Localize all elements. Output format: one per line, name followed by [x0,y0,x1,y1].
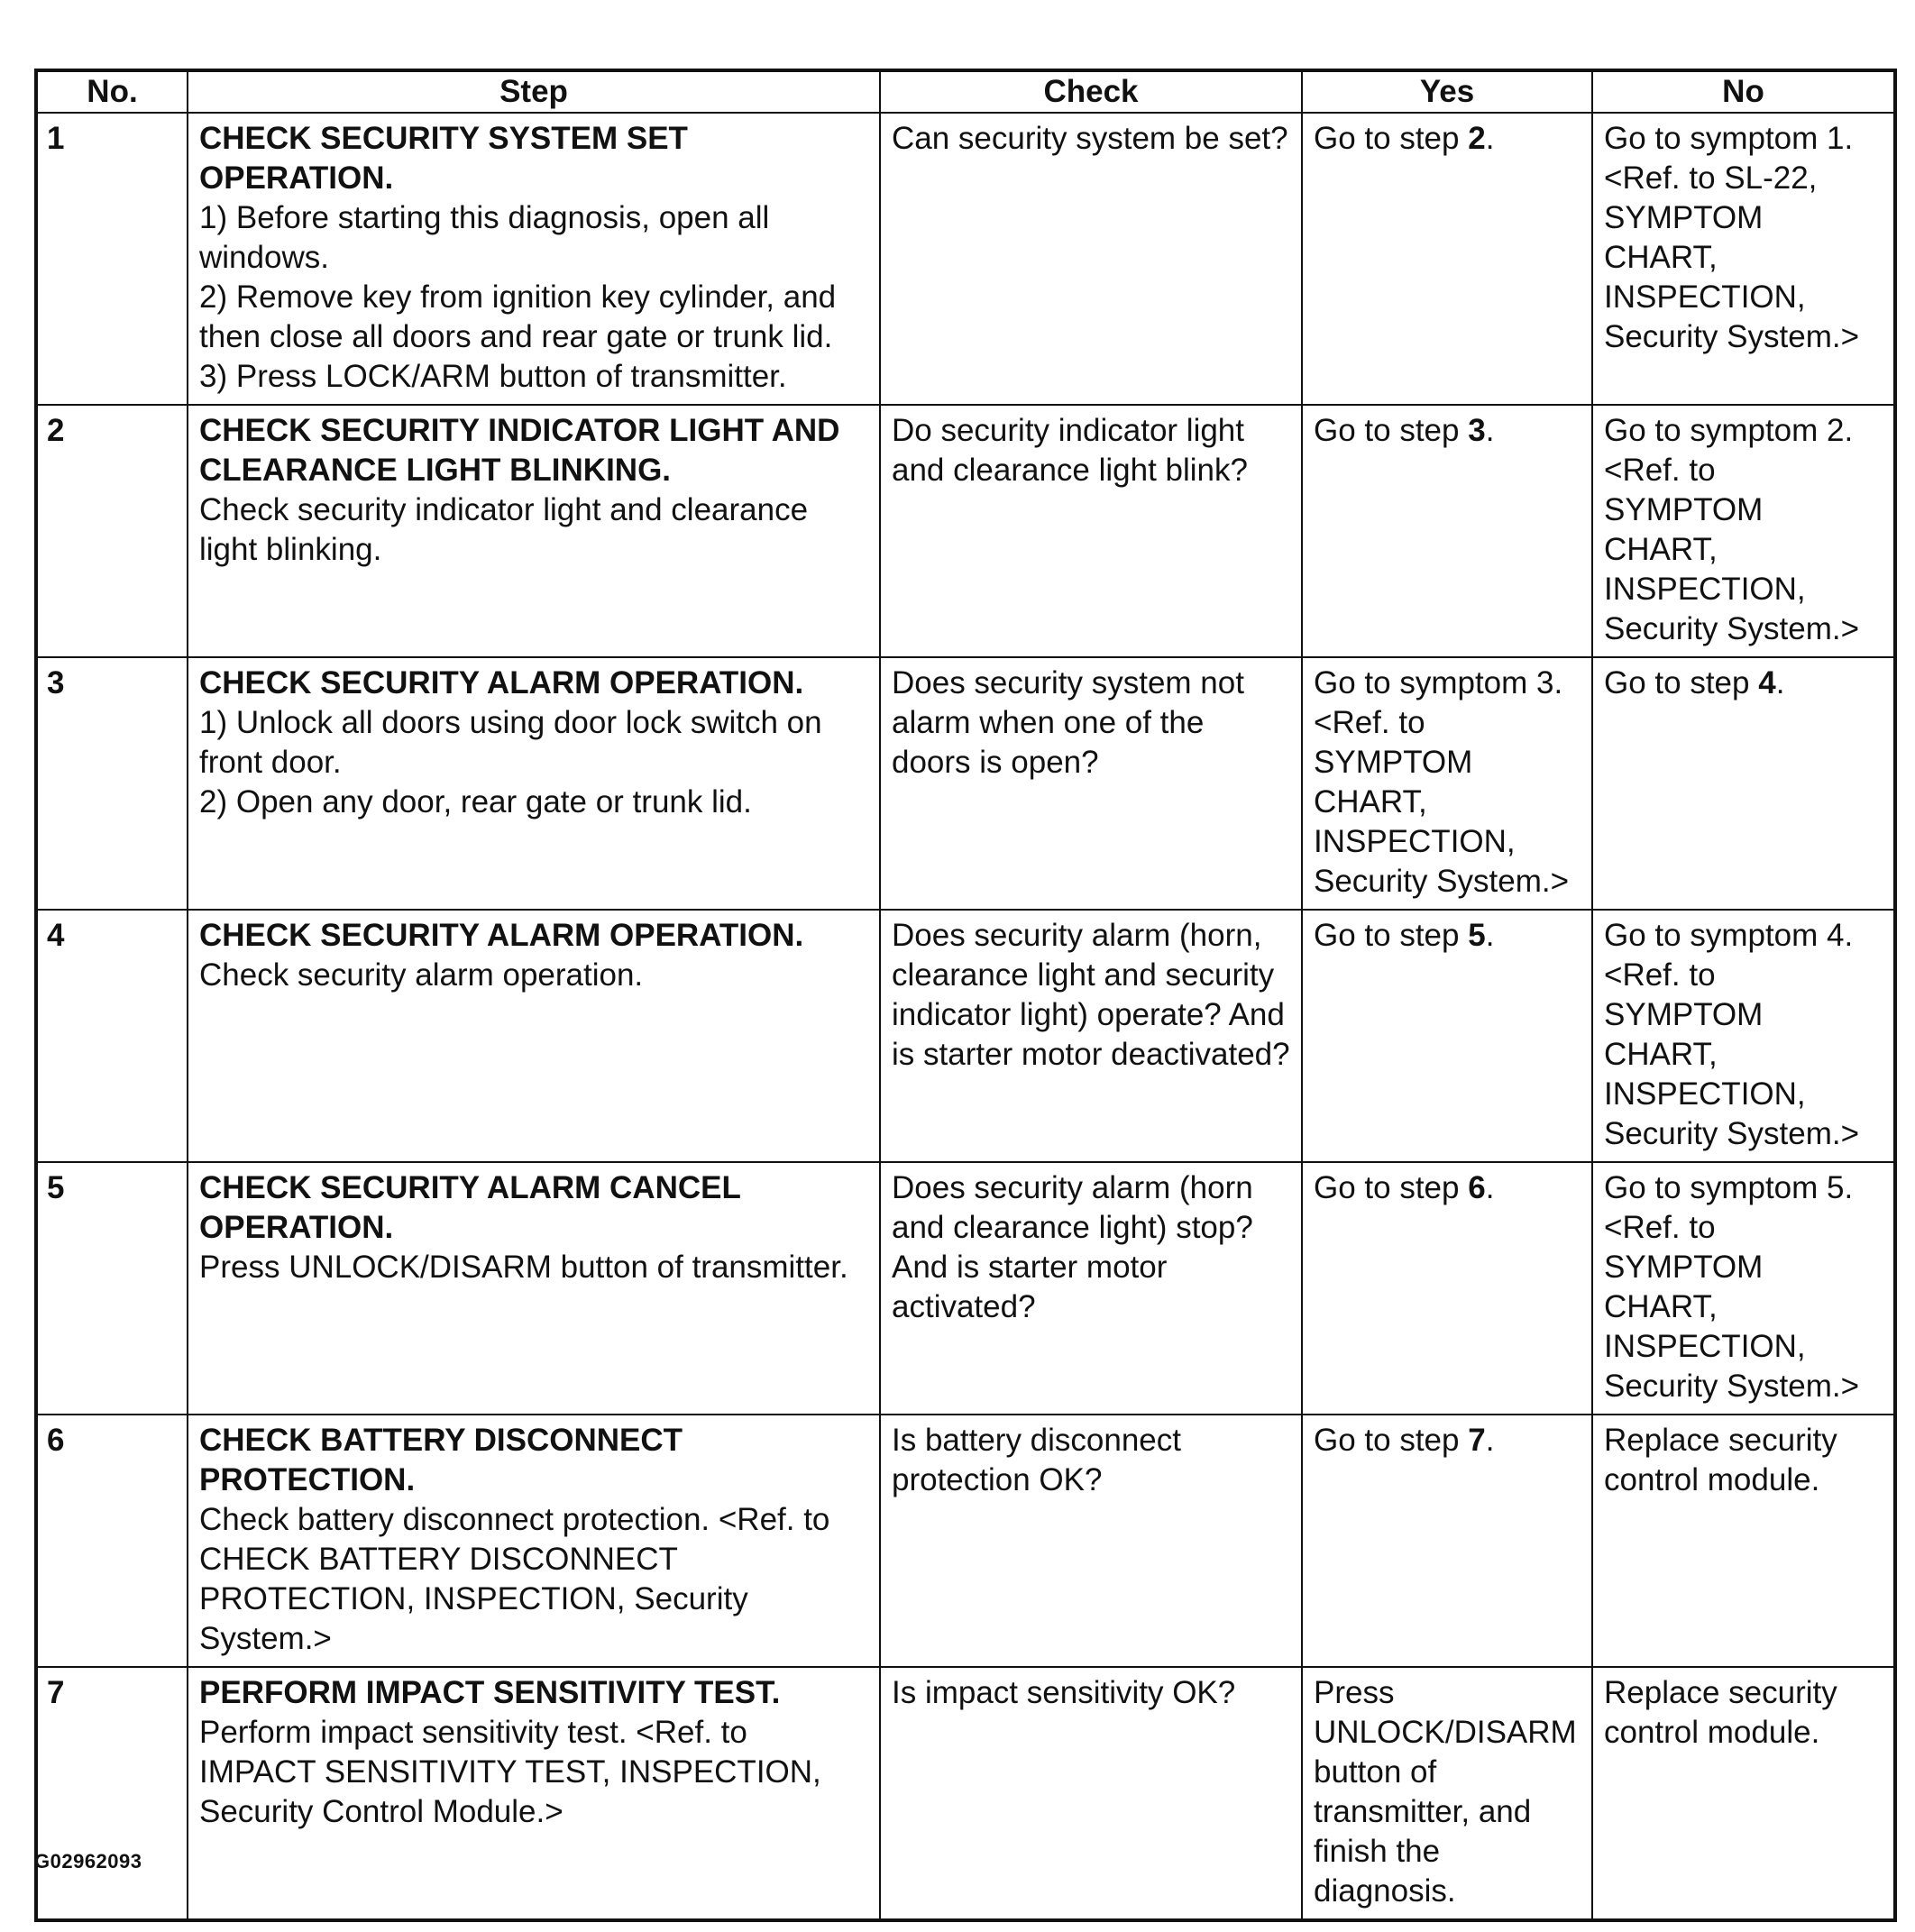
header-no-result: No [1592,70,1895,113]
figure-id: G02962093 [34,1850,142,1872]
no-cell: Go to symptom 5. <Ref. to SYMPTOM CHART, INSPECTION, Security System.> [1592,1162,1895,1415]
yes-step-number: 2 [1468,121,1486,156]
step-cell [188,1415,880,1667]
no-cell: Replace security control module. [1592,1415,1895,1667]
step-body [199,490,868,570]
step-title: PERFORM IMPACT SENSITIVITY TEST. [199,1675,781,1710]
step-title: CHECK SECURITY ALARM OPERATION. [199,918,804,953]
check-cell: Is impact sensitivity OK? [880,1667,1302,1920]
no-cell: Replace security control module. [1592,1667,1895,1920]
step-cell [188,1667,880,1920]
step-number: 3 [36,657,188,910]
header-row [36,70,1895,113]
table-row [36,657,1895,910]
step-number: 4 [36,910,188,1162]
step-body [199,1248,868,1287]
no-cell: Go to step 4. [1592,657,1895,910]
header-yes: Yes [1302,70,1592,113]
check-cell: Is battery disconnect protection OK? [880,1415,1302,1667]
step-line: Press UNLOCK/DISARM button of transmitter. [199,1250,848,1285]
step-cell [188,657,880,910]
check-cell: Can security system be set? [880,113,1302,405]
step-number: 5 [36,1162,188,1415]
step-line: Check battery disconnect protection. <Ref. to CHECK BATTERY DISCONNECT PROTECTION, INSPECTION, Security System.> [199,1502,830,1656]
check-cell: Do security indicator light and clearance light blink? [880,405,1302,657]
table-row [36,1415,1895,1667]
check-cell: Does security alarm (horn, clearance light and security indicator light) operate? And is starter motor deactivated? [880,910,1302,1162]
step-cell [188,405,880,657]
header-check: Check [880,70,1302,113]
yes-cell: Go to step 6. [1302,1162,1592,1415]
step-line: 2) Remove key from ignition key cylinder, and then close all doors and rear gate or trunk lid. [199,279,837,354]
step-line: Perform impact sensitivity test. <Ref. to IMPACT SENSITIVITY TEST, INSPECTION, Security Control Module.> [199,1715,821,1829]
table-row [36,910,1895,1162]
step-body [199,703,868,822]
step-cell [188,1162,880,1415]
step-cell [188,910,880,1162]
step-line: 1) Before starting this diagnosis, open all windows. [199,200,770,275]
yes-step-number: 6 [1468,1170,1486,1205]
yes-step-number: 7 [1468,1423,1486,1458]
diagnosis-table [34,69,1897,1922]
step-body [199,1713,868,1832]
table-row [36,1162,1895,1415]
step-title: CHECK SECURITY INDICATOR LIGHT AND CLEARANCE LIGHT BLINKING. [199,413,840,488]
no-cell: Go to symptom 4. <Ref. to SYMPTOM CHART, INSPECTION, Security System.> [1592,910,1895,1162]
check-cell: Does security alarm (horn and clearance light) stop? And is starter motor activated? [880,1162,1302,1415]
step-body [199,1500,868,1659]
table-row [36,1667,1895,1920]
yes-cell: Go to symptom 3. <Ref. to SYMPTOM CHART, INSPECTION, Security System.> [1302,657,1592,910]
header-no: No. [36,70,188,113]
table-row [36,405,1895,657]
step-cell [188,113,880,405]
step-line: Check security indicator light and clearance light blinking. [199,492,809,567]
step-number: 1 [36,113,188,405]
header-step: Step [188,70,880,113]
step-body [199,956,868,995]
step-line: Check security alarm operation. [199,957,644,993]
yes-cell: Go to step 7. [1302,1415,1592,1667]
yes-cell: Go to step 3. [1302,405,1592,657]
no-cell: Go to symptom 2. <Ref. to SYMPTOM CHART, INSPECTION, Security System.> [1592,405,1895,657]
step-title: CHECK SECURITY SYSTEM SET OPERATION. [199,121,688,196]
yes-step-number: 5 [1468,918,1486,953]
step-title: CHECK SECURITY ALARM OPERATION. [199,665,804,700]
step-body [199,198,868,397]
table-row [36,113,1895,405]
no-cell: Go to symptom 1. <Ref. to SL-22, SYMPTOM CHART, INSPECTION, Security System.> [1592,113,1895,405]
step-title: CHECK SECURITY ALARM CANCEL OPERATION. [199,1170,741,1245]
step-line: 1) Unlock all doors using door lock switch on front door. [199,705,822,780]
yes-cell: Press UNLOCK/DISARM button of transmitter, and finish the diagnosis. [1302,1667,1592,1920]
step-number: 6 [36,1415,188,1667]
no-step-number: 4 [1758,665,1776,700]
step-title: CHECK BATTERY DISCONNECT PROTECTION. [199,1423,683,1497]
yes-step-number: 3 [1468,413,1486,448]
yes-cell: Go to step 5. [1302,910,1592,1162]
yes-cell: Go to step 2. [1302,113,1592,405]
step-line: 3) Press LOCK/ARM button of transmitter. [199,359,787,394]
step-number: 7 [36,1667,188,1920]
step-number: 2 [36,405,188,657]
step-line: 2) Open any door, rear gate or trunk lid. [199,784,752,819]
check-cell: Does security system not alarm when one of the doors is open? [880,657,1302,910]
